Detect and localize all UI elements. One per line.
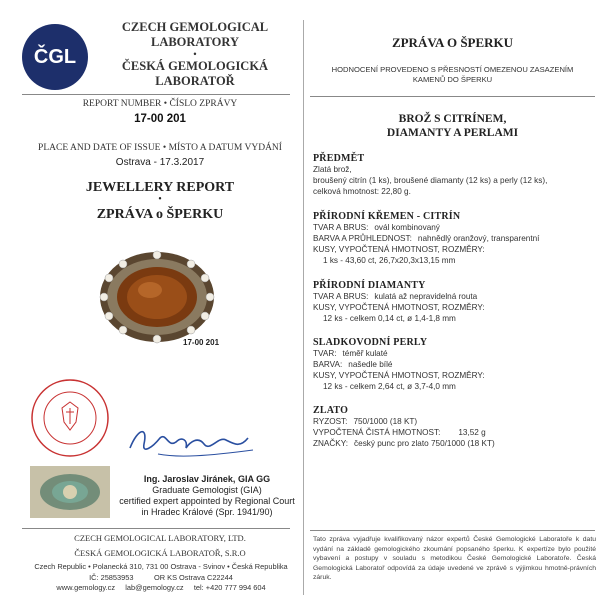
right-subheader-2: KAMENŮ DO ŠPERKU: [412, 75, 493, 84]
item-title-2: DIAMANTY A PERLAMI: [386, 127, 519, 139]
divider-right-top: [310, 96, 595, 97]
divider-footer-left: [22, 528, 290, 529]
zlato-weight-label: VYPOČTENÁ ČISTÁ HMOTNOST:: [313, 428, 441, 437]
zlato-marks-label: ZNAČKY:: [313, 439, 349, 448]
diamanty-shape-label: TVAR A BRUS:: [313, 292, 369, 301]
perly-shape-label: TVAR:: [313, 349, 337, 358]
footer-company-cz: ČESKÁ GEMOLOGICKÁ LABORATOŘ, S.R.O: [74, 548, 246, 558]
perly-weight-label: KUSY, VYPOČTENÁ HMOTNOST, ROZMĚRY:: [313, 371, 485, 380]
section-citrin-title: PŘÍRODNÍ KŘEMEN - CITRÍN: [313, 211, 461, 222]
expert-seal: [30, 378, 110, 458]
footer-address: Czech Republic • Polanecká 310, 731 00 Ostrava - Svinov • Česká Republika: [34, 562, 288, 571]
citrin-shape-value: ovál kombinovaný: [374, 223, 440, 232]
citrin-color-label: BARVA A PRŮHLEDNOST:: [313, 234, 412, 243]
citrin-color-value: nahnědlý oranžový, transparentní: [417, 234, 540, 243]
zlato-marks-value: český punc pro zlato 750/1000 (18 KT): [354, 439, 495, 448]
report-number: 17-00 201: [134, 113, 186, 125]
footer-registration: IČ: 25853953 OR KS Ostrava C22244: [89, 572, 233, 582]
title-dot: •: [158, 194, 162, 205]
perly-color-label: BARVA:: [313, 360, 343, 369]
expert-block: [112, 474, 302, 518]
section-predmet-title: PŘEDMĚT: [313, 153, 365, 164]
column-divider: [303, 20, 304, 595]
logo-text: ČGL: [33, 45, 77, 68]
perly-color-value: našedle bílé: [348, 360, 393, 369]
expert-line-2: Graduate Gemologist (GIA): [152, 485, 262, 495]
expert-line-4: in Hradec Králové (Spr. 1941/90): [141, 507, 273, 517]
item-title-1: BROŽ S CITRÍNEM,: [398, 113, 507, 125]
report-number-label: REPORT NUMBER • ČÍSLO ZPRÁVY: [82, 99, 238, 109]
perly-weight-value: 12 ks - celkem 2,64 ct, ø 3,7-4,0 mm: [323, 382, 456, 391]
item-title: [310, 112, 595, 140]
brooch-photo: [98, 250, 216, 345]
expert-line-3: certified expert appointed by Regional Court: [119, 496, 295, 506]
section-perly: [313, 337, 598, 392]
report-title-cz: ZPRÁVA o ŠPERKU: [96, 207, 224, 222]
footer-block: [20, 531, 300, 561]
signature-image: [118, 418, 268, 462]
footer-contacts: www.gemology.cz lab@gemology.cz tel: +420 777 994 604: [56, 583, 266, 592]
brooch-image: [98, 250, 216, 345]
photo-caption: 17-00 201: [183, 338, 220, 347]
report-title-en: JEWELLERY REPORT: [85, 180, 235, 195]
divider-right-footer: [310, 530, 595, 531]
diamanty-weight-label: KUSY, VYPOČTENÁ HMOTNOST, ROZMĚRY:: [313, 303, 485, 312]
lab-name-cz-1: ČESKÁ GEMOLOGICKÁ: [121, 59, 269, 73]
predmet-line-2: broušený citrín (1 ks), broušené diamanty (12 ks) a perly (12 ks),: [313, 176, 548, 185]
section-diamanty-title: PŘÍRODNÍ DIAMANTY: [313, 280, 426, 291]
divider-top-left: [22, 94, 290, 95]
zlato-weight-value: 13,52 g: [458, 428, 486, 437]
diamanty-weight-value: 12 ks - celkem 0,14 ct, ø 1,4-1,8 mm: [323, 314, 456, 323]
hologram-sticker: [30, 466, 110, 518]
predmet-line-1: Zlatá brož,: [313, 165, 352, 174]
right-subheader: [310, 65, 595, 85]
section-citrin: [313, 211, 598, 266]
section-perly-title: SLADKOVODNÍ PERLY: [313, 337, 428, 348]
cgl-logo: [22, 24, 88, 90]
hologram-image: [30, 466, 110, 518]
lab-name-dot: •: [193, 49, 197, 59]
right-subheader-1: HODNOCENÍ PROVEDENO S PŘESNOSTÍ OMEZENOU ZASAZENÍM: [331, 65, 574, 74]
right-header: ZPRÁVA O ŠPERKU: [391, 35, 514, 50]
place-date-label: PLACE AND DATE OF ISSUE • MÍSTO A DATUM VYDÁNÍ: [38, 143, 282, 153]
section-predmet: [313, 153, 598, 197]
section-zlato-title: ZLATO: [313, 405, 349, 416]
lab-name-block: [100, 20, 290, 89]
section-zlato: [313, 405, 598, 449]
expert-name: Ing. Jaroslav Jiránek, GIA GG: [143, 474, 271, 484]
seal-image: [30, 378, 110, 458]
citrin-shape-label: TVAR A BRUS:: [313, 223, 369, 232]
lab-name-en-1: CZECH GEMOLOGICAL: [121, 20, 269, 34]
diamanty-shape-value: kulatá až nepravidelná routa: [374, 292, 478, 301]
footer-contact-block: [20, 562, 302, 594]
footer-company-en: CZECH GEMOLOGICAL LABORATORY, LTD.: [74, 533, 246, 543]
perly-shape-value: téměř kulaté: [342, 349, 388, 358]
place-date: Ostrava - 17.3.2017: [115, 157, 205, 168]
lab-name-en-2: LABORATORY: [150, 35, 239, 49]
signature: [118, 418, 268, 462]
citrin-weight-label: KUSY, VYPOČTENÁ HMOTNOST, ROZMĚRY:: [313, 245, 485, 254]
zlato-purity-label: RYZOST:: [313, 417, 348, 426]
zlato-purity-value: 750/1000 (18 KT): [353, 417, 418, 426]
citrin-weight-value: 1 ks - 43,60 ct, 26,7x20,3x13,15 mm: [323, 256, 456, 265]
section-diamanty: [313, 280, 598, 324]
predmet-line-3: celková hmotnost: 22,80 g.: [313, 187, 411, 196]
lab-name-cz-2: LABORATOŘ: [155, 74, 235, 88]
footer-note: Tato zpráva vyjadřuje kvalifikovaný názor expertů České Gemologické Laboratoře k datu vydání na základě gemologického zkoumání popsaného šperku. K expertíze bylo použité vybavení a postupy v souladu s metodikou České Gemologické Laboratoře. Česká Gemologická Laboratoř odpovídá za údaje uvedené ve zprávě s výjimkou hmotně-právních záruk.: [313, 536, 596, 581]
